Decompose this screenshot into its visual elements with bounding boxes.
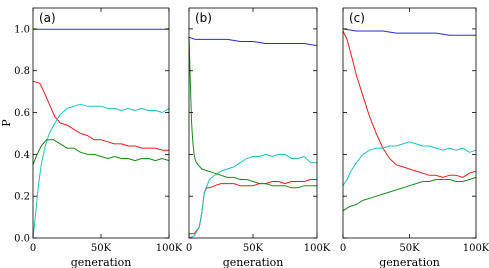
panel-frame [33, 8, 169, 238]
panel-label: (a) [39, 11, 56, 25]
y-tick-label: 0.4 [14, 149, 30, 161]
y-tick-label: 0.0 [14, 233, 30, 245]
x-tick-label: 0 [185, 243, 193, 254]
panel-c-red-line [343, 31, 476, 177]
y-axis-label: P [0, 119, 13, 127]
x-tick-label: 50K [242, 243, 264, 254]
panel-c-blue-line [343, 29, 476, 35]
panel-c-green-line [343, 177, 476, 210]
panel-frame [343, 8, 476, 238]
x-tick-label: 50K [399, 243, 420, 254]
x-axis-label: generation [70, 256, 132, 268]
y-tick-label: 1.0 [14, 24, 30, 36]
y-tick-label: 0.2 [14, 191, 30, 203]
x-tick-label: 50K [90, 243, 112, 254]
panel-b-cyan-line [189, 154, 317, 238]
panel-c [340, 8, 489, 268]
panel-a-cyan-line [33, 104, 169, 238]
x-tick-label: 0 [29, 243, 37, 254]
panel-label: (c) [349, 11, 365, 25]
panel-a [14, 8, 183, 268]
panel-c-cyan-line [343, 142, 476, 186]
y-tick-label: 0.6 [14, 108, 30, 120]
panel-label: (b) [195, 11, 212, 25]
x-tick-label: 0 [339, 243, 347, 254]
x-axis-label: generation [222, 256, 284, 268]
x-axis-label: generation [379, 256, 440, 268]
panel-a-green-line [33, 140, 169, 165]
x-tick-label: 100K [303, 243, 331, 254]
panel-b-green-line [189, 37, 317, 188]
panel-b [186, 8, 331, 268]
panel-frame [189, 8, 317, 238]
x-tick-label: 100K [155, 243, 183, 254]
x-tick-label: 100K [462, 243, 489, 254]
panel-b-blue-line [189, 37, 317, 45]
y-tick-label: 0.8 [14, 66, 30, 78]
